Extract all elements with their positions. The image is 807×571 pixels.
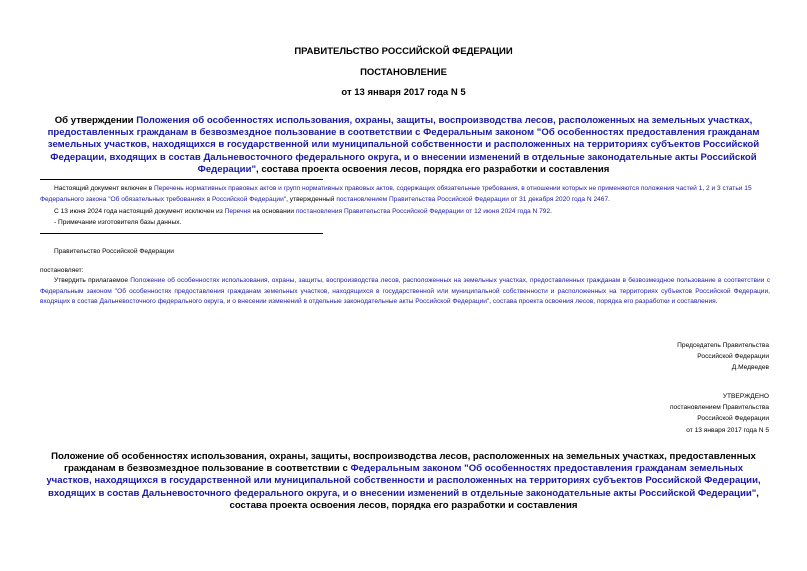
approved-country: Российской Федерации [697, 415, 769, 423]
government-line: Правительство Российской Федерации [54, 248, 174, 255]
note-db-maker: - Примечание изготовителя базы данных. [54, 219, 182, 226]
note-inclusion-text-2: , утвержденный [286, 195, 337, 203]
note-exclusion-text: С 13 июня 2024 года настоящий документ исключен из [54, 208, 225, 215]
divider-bottom [40, 233, 323, 234]
government-heading: ПРАВИТЕЛЬСТВО РОССИЙСКОЙ ФЕДЕРАЦИИ [294, 46, 513, 57]
regulation-title-text: Положение об особенностях использования, охраны, защиты, воспроизводства лесов, расположенных на земельных участках, предоставленных гражданам в безвозмездное пользование в соответствии с [51, 451, 756, 475]
note-exclusion-link-list[interactable]: Перечня [224, 208, 251, 215]
resolves-line: постановляет: [40, 267, 84, 274]
approved-block [670, 391, 769, 436]
note-exclusion-link-resolution[interactable]: постановления Правительства Российской Федерации от 12 июня 2024 года N 792 [295, 208, 551, 215]
note-exclusion [40, 207, 770, 218]
title-link-regulation[interactable]: Положения об особенностях использования, охраны, защиты, воспроизводства лесов, расположенных на земельных участках, предоставленных гражданам в безвозмездное пользование в соответствии с Федеральным законом "Об особенностях предоставления гражданам земельных участков, находящихся в государственной или муниципальной собственности и расположенных на территориях субъектов Российской Федерации, входящих в состав Дальневосточного федерального округа, и о внесении изменений в отдельные законодательные акты Российской Федерации" [47, 115, 760, 175]
note-inclusion-text: Настоящий документ включен в [54, 185, 154, 192]
approved-date: от 13 января 2017 года N 5 [686, 426, 769, 434]
signature-block [677, 340, 769, 374]
approved-word: УТВЕРЖДЕНО [722, 393, 769, 400]
note-inclusion [40, 184, 770, 205]
regulation-title-link-law[interactable]: Федеральным законом "Об особенностях предоставления гражданам земельных участков, находящихся в государственной или муниципальной собственности и расположенных на территориях субъектов Российской Федерации, входящих в состав Дальневосточного федерального округа, и о внесении изменений в отдельные законодательные акты Российской Федерации" [46, 463, 761, 499]
signature-title: Председатель Правительства [677, 342, 769, 349]
document-title [40, 115, 767, 176]
note-inclusion-link-resolution[interactable]: постановлением Правительства Российской Федерации от 31 декабря 2020 года N 2467 [336, 195, 609, 203]
note-inclusion-link-list[interactable]: Перечень нормативных правовых актов и групп нормативных правовых актов, содержащих обязательные требования, в отношении которых не применяются положения частей 1, 2 и 3 статьи 15 Федерального закона "Об обязательных требованиях в Российской Федерации" [40, 185, 752, 203]
signature-country: Российской Федерации [697, 353, 769, 361]
title-suffix: , состава проекта освоения лесов, порядка его разработки и составления [256, 163, 610, 175]
signature-name: Д.Медведев [731, 364, 769, 372]
divider-top [40, 179, 323, 180]
note-inclusion-end: . [608, 195, 610, 203]
regulation-title [40, 451, 767, 512]
note-exclusion-end: . [550, 208, 552, 215]
approved-by: постановлением Правительства [669, 404, 769, 412]
doc-type-heading: ПОСТАНОВЛЕНИЕ [360, 67, 447, 78]
date-number-heading: от 13 января 2017 года N 5 [341, 87, 466, 98]
approve-end: . [715, 298, 718, 306]
regulation-title-suffix: , состава проекта освоения лесов, порядка его разработки и составления [229, 487, 759, 511]
note-exclusion-text-2: на основании [250, 208, 296, 215]
approve-link-regulation[interactable]: Положение об особенностях использования, охраны, защиты, воспроизводства лесов, расположенных на земельных участках, предоставленных гражданам в безвозмездное пользование в соответствии с Федеральным законом "Об особенностях предоставления гражданам земельных участков, находящихся в государственной или муниципальной собственности и расположенных на территориях субъектов Российской Федерации, входящих в состав Дальневосточного федерального округа, и о внесении изменений в отдельные законодательные акты Российской Федерации", состава проекта освоения лесов, порядка его разработки и составления [40, 277, 770, 306]
title-prefix: Об утверждении [54, 115, 137, 126]
approve-paragraph [40, 276, 770, 308]
approve-text: Утвердить прилагаемое [54, 277, 131, 284]
